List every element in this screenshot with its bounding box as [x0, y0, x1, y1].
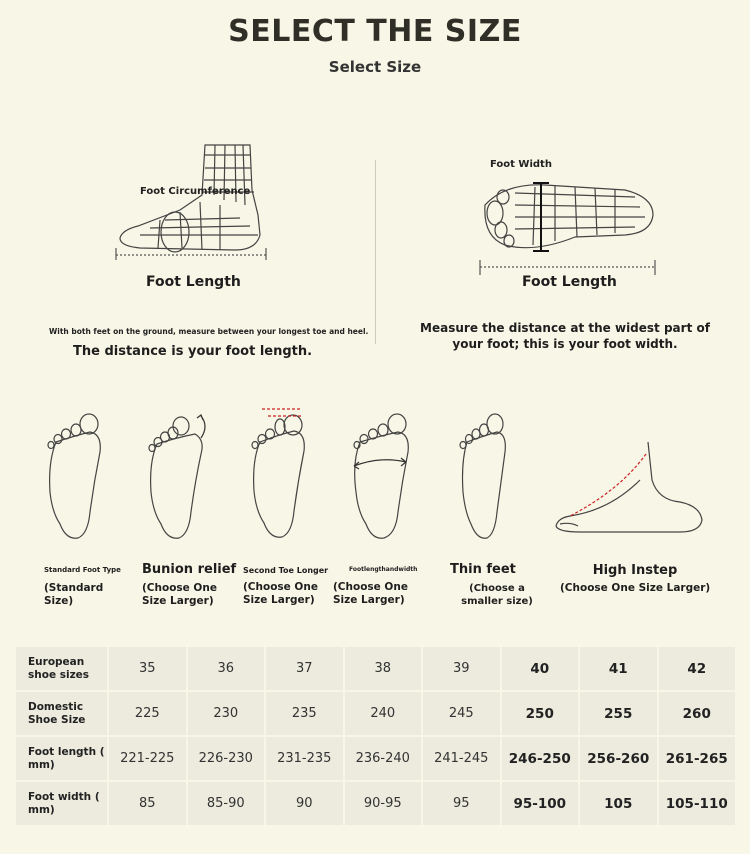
table-cell: 38: [344, 646, 423, 691]
table-cell: 261-265: [658, 736, 737, 781]
table-cell: 256-260: [579, 736, 658, 781]
row-header: Foot width ( mm): [15, 781, 108, 826]
page-subtitle: Select Size: [328, 58, 422, 76]
size-table: [14, 645, 737, 827]
table-row: [15, 781, 736, 826]
table-cell: 85: [108, 781, 187, 826]
foot-type-second-toe-desc: (Choose One Size Larger): [243, 581, 318, 606]
instruction-big-left: The distance is your foot length.: [73, 344, 313, 359]
table-cell: 105: [579, 781, 658, 826]
foot-type-bunion: [142, 562, 242, 608]
foot-type-high-instep: [560, 563, 710, 595]
instruction-small-left: With both feet on the ground, measure between your longest toe and heel.: [49, 327, 369, 336]
table-cell: 245: [422, 691, 501, 736]
foot-type-high-instep-title: High Instep: [592, 563, 678, 578]
foot-type-second-toe-title: Second Toe Longer: [243, 566, 329, 575]
high-instep-foot-icon: [550, 440, 710, 540]
table-cell: 255: [579, 691, 658, 736]
table-cell: 95-100: [501, 781, 580, 826]
table-cell: 230: [187, 691, 266, 736]
foot-type-wide: [333, 566, 433, 607]
wide-foot-icon: [350, 412, 410, 552]
table-cell: 235: [265, 691, 344, 736]
instruction-right: [420, 320, 710, 352]
table-row: [15, 646, 736, 691]
table-row: [15, 736, 736, 781]
table-cell: 231-235: [265, 736, 344, 781]
table-cell: 250: [501, 691, 580, 736]
foot-type-bunion-title: Bunion relief: [142, 562, 237, 577]
instruction-right-line2: your foot; this is your foot width.: [452, 337, 678, 351]
table-cell: 42: [658, 646, 737, 691]
table-cell: 95: [422, 781, 501, 826]
foot-type-standard: [44, 566, 139, 608]
table-cell: 225: [108, 691, 187, 736]
table-cell: 260: [658, 691, 737, 736]
table-cell: 39: [422, 646, 501, 691]
table-cell: 90-95: [344, 781, 423, 826]
second-toe-foot-icon: [248, 405, 308, 552]
foot-type-thin-title: Thin feet: [450, 562, 516, 577]
side-foot-illustration: [110, 140, 270, 260]
table-cell: 36: [187, 646, 266, 691]
row-header: Domestic Shoe Size: [15, 691, 108, 736]
foot-type-wide-desc: (Choose One Size Larger): [333, 581, 408, 606]
table-cell: 241-245: [422, 736, 501, 781]
foot-length-label-left: Foot Length: [146, 274, 241, 290]
table-cell: 35: [108, 646, 187, 691]
page-title: SELECT THE SIZE: [228, 14, 522, 49]
foot-type-thin: [447, 562, 547, 608]
bunion-foot-icon: [145, 412, 215, 552]
row-header: Foot length ( mm): [15, 736, 108, 781]
table-cell: 40: [501, 646, 580, 691]
table-cell: 246-250: [501, 736, 580, 781]
center-divider: [375, 160, 376, 344]
table-cell: 90: [265, 781, 344, 826]
table-cell: 226-230: [187, 736, 266, 781]
table-cell: 105-110: [658, 781, 737, 826]
table-cell: 85-90: [187, 781, 266, 826]
foot-type-bunion-desc: (Choose One Size Larger): [142, 582, 217, 607]
instruction-right-line1: Measure the distance at the widest part of: [420, 321, 710, 335]
row-header: European shoe sizes: [15, 646, 108, 691]
foot-type-second-toe: [243, 566, 338, 607]
table-cell: 236-240: [344, 736, 423, 781]
table-cell: 240: [344, 691, 423, 736]
foot-type-high-instep-desc: (Choose One Size Larger): [560, 582, 711, 594]
standard-foot-icon: [44, 412, 104, 552]
foot-type-standard-desc: (Standard Size): [44, 582, 104, 607]
table-cell: 41: [579, 646, 658, 691]
table-row: [15, 691, 736, 736]
thin-foot-icon: [455, 412, 510, 552]
foot-type-thin-desc: (Choose a smaller size): [461, 583, 533, 607]
foot-length-label-right: Foot Length: [522, 274, 617, 290]
table-cell: 221-225: [108, 736, 187, 781]
table-cell: 37: [265, 646, 344, 691]
foot-width-label: Foot Width: [490, 159, 552, 170]
foot-type-standard-title: Standard Foot Type: [44, 566, 121, 574]
top-foot-illustration: [475, 175, 660, 285]
foot-type-wide-title: Footlengthandwidth: [349, 566, 418, 573]
foot-circumference-label: Foot Circumference: [140, 186, 251, 197]
